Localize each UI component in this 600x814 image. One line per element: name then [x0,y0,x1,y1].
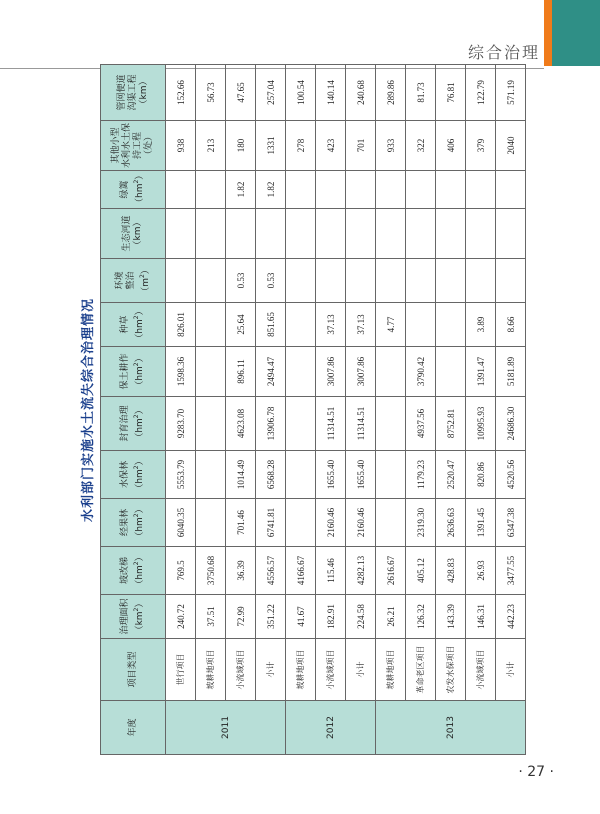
table-cell [316,171,346,209]
table-cell: 1391.47 [466,347,496,397]
table-cell: 81.73 [406,65,436,121]
page-number: · 27 · [518,764,554,780]
table-cell [406,171,436,209]
col-header-hedge: 绿篱 $(hm^2)$ [101,171,166,209]
table-cell [406,259,436,303]
project-type-cell: 世行项目 [166,639,196,701]
table-cell [196,397,226,451]
col-header-eco-river: 生态河道 （km） [101,209,166,259]
table-cell [286,303,316,347]
table-cell [376,397,406,451]
section-title: 综合治理 [467,43,540,62]
table-cell: 701.46 [226,499,256,547]
table-row [466,65,496,755]
col-header-conservation-forest: 水保林 $(hm^2)$ [101,451,166,499]
col-header-treated-area: 治理面积 $(km^2)$ [101,595,166,639]
table-cell [196,451,226,499]
table-cell: 820.86 [466,451,496,499]
table-cell [346,171,376,209]
table-cell [436,209,466,259]
table-cell: 379 [466,121,496,171]
table-cell: 10995.93 [466,397,496,451]
table-row [496,65,526,755]
table-cell: 289.86 [376,65,406,121]
table-cell: 2494.47 [256,347,286,397]
table-row [406,65,436,755]
col-header-orchard: 经果林 $(hm^2)$ [101,499,166,547]
table-cell [166,171,196,209]
table-row [286,65,316,755]
table-cell: 1014.49 [226,451,256,499]
table-cell [286,259,316,303]
table-cell: 1.82 [226,171,256,209]
table-cell: 0.53 [256,259,286,303]
table-cell: 826.01 [166,303,196,347]
table-cell [346,259,376,303]
table-cell [166,209,196,259]
table-cell: 571.19 [496,65,526,121]
table-row [256,65,286,755]
table-cell [436,347,466,397]
table-cell: 115.46 [316,547,346,595]
table-cell: 2319.30 [406,499,436,547]
table-cell [286,451,316,499]
project-type-cell: 革命老区项目 [406,639,436,701]
table-cell [166,259,196,303]
table-cell: 257.04 [256,65,286,121]
table-cell: 2616.67 [376,547,406,595]
project-type-cell: 农发水保项目 [436,639,466,701]
table-cell: 322 [406,121,436,171]
table-cell [376,347,406,397]
subtotal-cell: 小计 [256,639,286,701]
table-cell: 2520.47 [436,451,466,499]
table-cell [316,209,346,259]
table-row [376,65,406,755]
table-cell: 100.54 [286,65,316,121]
project-type-cell: 坡耕地项目 [376,639,406,701]
year-cell: 2011 [166,701,286,755]
table-cell [286,499,316,547]
table-cell: 11314.51 [346,397,376,451]
table-row [316,65,346,755]
table-cell: 442.23 [496,595,526,639]
header-color-block [552,0,600,66]
table-row [346,65,376,755]
table-cell [196,259,226,303]
table-cell: 406 [436,121,466,171]
table-cell: 8.66 [496,303,526,347]
table-cell [376,259,406,303]
table-cell: 5553.79 [166,451,196,499]
table-cell: 182.91 [316,595,346,639]
table-cell: 1391.45 [466,499,496,547]
table-cell: 4937.56 [406,397,436,451]
table-cell: 11314.51 [316,397,346,451]
table-cell [196,209,226,259]
table-cell: 152.66 [166,65,196,121]
table-cell [316,259,346,303]
project-type-cell: 小流域项目 [316,639,346,701]
table-cell: 37.13 [316,303,346,347]
table-cell: 9283.70 [166,397,196,451]
table-cell: 8752.81 [436,397,466,451]
table-cell: 213 [196,121,226,171]
table-cell: 0.53 [226,259,256,303]
table-cell: 5181.89 [496,347,526,397]
table-cell: 122.79 [466,65,496,121]
header-accent-bar [544,0,552,66]
table-cell: 26.93 [466,547,496,595]
table-cell: 37.51 [196,595,226,639]
table-cell [466,171,496,209]
project-type-cell: 小流域项目 [466,639,496,701]
table-cell: 25.64 [226,303,256,347]
project-type-cell: 坡耕地项目 [286,639,316,701]
table-cell [196,303,226,347]
table-cell: 3007.86 [346,347,376,397]
table-cell: 41.67 [286,595,316,639]
table-cell: 72.99 [226,595,256,639]
table-cell: 1179.23 [406,451,436,499]
table-cell: 405.12 [406,547,436,595]
table-cell: 3477.55 [496,547,526,595]
table-cell: 769.5 [166,547,196,595]
table-cell: 896.11 [226,347,256,397]
table-cell: 278 [286,121,316,171]
table-cell: 6741.81 [256,499,286,547]
col-header-year: 年度 [101,701,166,755]
table-cell: 4166.67 [286,547,316,595]
table-cell: 6040.35 [166,499,196,547]
table-cell: 938 [166,121,196,171]
year-cell: 2012 [286,701,376,755]
table-cell [286,347,316,397]
table-cell [286,397,316,451]
table-row [226,65,256,755]
table-cell [286,209,316,259]
table-title: 水利部门实施水土流失综合治理情况 [81,298,96,523]
table-cell [256,209,286,259]
table-cell [286,171,316,209]
col-header-terracing: 坡改梯 $(hm^2)$ [101,547,166,595]
table-cell: 24686.30 [496,397,526,451]
table-cell: 423 [316,121,346,171]
rotated-table-container [78,65,518,755]
table-cell [496,259,526,303]
table-cell: 140.14 [316,65,346,121]
table-cell: 1655.40 [316,451,346,499]
table-row [436,65,466,755]
table-cell [196,171,226,209]
table-cell: 56.73 [196,65,226,121]
table-cell: 351.22 [256,595,286,639]
table-cell: 126.32 [406,595,436,639]
table-cell: 26.21 [376,595,406,639]
subtotal-cell: 小计 [346,639,376,701]
table-cell [406,303,436,347]
table-cell: 1598.36 [166,347,196,397]
table-cell: 1.82 [256,171,286,209]
table-cell [376,209,406,259]
table-cell: 4282.13 [346,547,376,595]
table-cell [376,499,406,547]
table-cell: 4520.56 [496,451,526,499]
table-cell: 3790.42 [406,347,436,397]
table-row [166,65,196,755]
project-type-cell: 小流域项目 [226,639,256,701]
table-cell [466,259,496,303]
table-cell: 428.83 [436,547,466,595]
table-cell [496,209,526,259]
table-cell [376,451,406,499]
table-cell: 47.65 [226,65,256,121]
table-cell [346,209,376,259]
table-cell: 180 [226,121,256,171]
table-cell: 76.81 [436,65,466,121]
table-cell: 6568.28 [256,451,286,499]
table-cell: 851.65 [256,303,286,347]
table-cell: 2040 [496,121,526,171]
table-cell [496,171,526,209]
table-row [196,65,226,755]
col-header-environment: 环境 整治 $(m^2)$ [101,259,166,303]
table-cell: 4623.08 [226,397,256,451]
subtotal-cell: 小计 [496,639,526,701]
table-cell: 3.89 [466,303,496,347]
table-cell: 701 [346,121,376,171]
table-cell: 2636.63 [436,499,466,547]
soil-erosion-table [100,64,526,755]
table-cell: 2160.46 [346,499,376,547]
table-cell: 6347.38 [496,499,526,547]
table-cell: 37.13 [346,303,376,347]
col-header-project-type: 项目类型 [101,639,166,701]
table-cell: 146.31 [466,595,496,639]
col-header-pipe-road: 管网便道 沟渠工程 （km） [101,65,166,121]
table-cell: 1331 [256,121,286,171]
table-cell: 36.39 [226,547,256,595]
table-cell [436,303,466,347]
table-cell [436,171,466,209]
col-header-grass: 种草 $(hm^2)$ [101,303,166,347]
table-cell: 4556.57 [256,547,286,595]
table-cell [466,209,496,259]
table-cell: 143.39 [436,595,466,639]
table-cell: 4.77 [376,303,406,347]
table-cell [226,209,256,259]
col-header-small-works: 其他小型 水利水土保持工程 （处） [101,121,166,171]
table-cell: 240.72 [166,595,196,639]
table-cell: 933 [376,121,406,171]
table-cell: 1655.40 [346,451,376,499]
project-type-cell: 坡耕地项目 [196,639,226,701]
table-cell: 2160.46 [316,499,346,547]
table-cell: 3007.86 [316,347,346,397]
table-cell: 13906.78 [256,397,286,451]
table-cell [436,259,466,303]
table-cell [196,499,226,547]
col-header-soil-tillage: 保土耕作 $(hm^2)$ [101,347,166,397]
table-cell: 3750.68 [196,547,226,595]
table-cell [376,171,406,209]
table-cell [196,347,226,397]
table-cell: 224.58 [346,595,376,639]
year-cell: 2013 [376,701,526,755]
table-cell: 240.68 [346,65,376,121]
col-header-enclosure: 封育治理 $(hm^2)$ [101,397,166,451]
table-cell [406,209,436,259]
